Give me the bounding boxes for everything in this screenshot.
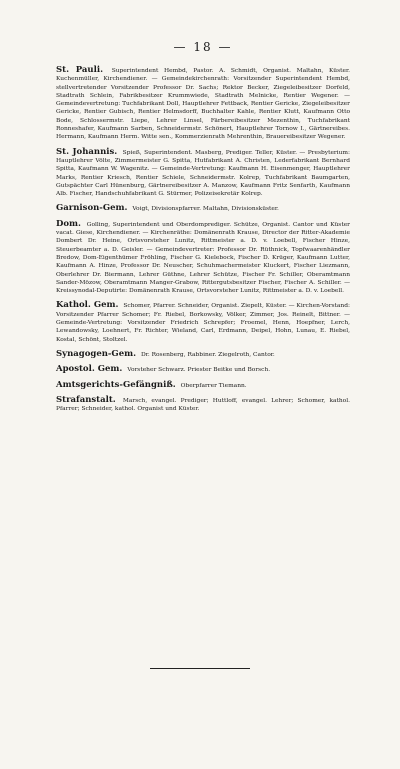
entry-heading: Dom. (56, 218, 81, 229)
entry-dom (56, 220, 350, 296)
entry-st-pauli (56, 66, 350, 142)
entry-text: Oberpfarrer Tiemann. (180, 382, 247, 389)
entry-amtsgericht (56, 381, 350, 390)
entry-text: Superintendent Hembd, Pastor. A. Schmidt, Organist. Maltahn, Küster. Kuchenmüller, Kirchendiener. — Gemeindekirchenrath: Vorsitzender Superintendent Hembd, stellvertretender Vorsitzender Professor Dr. Sachs; Rektor Becker, Ziegeleibesitzer Dorfeld, Stadtrath Schlein, Fabrikbesitzer Krummwiede, Stadtrath Melnicke, Rentier Wegener. — Gemeindevertretung: Tuchfabrikant Doll, Hauptlehrer Fettback, Rentier Gericke, Ziegeleibesitzer Gericke, Rentier Gubisch, Rentier Helmsdorff, Buchhalter Kahle, Rentier Klutt, Kaufmann Otto Bode, Schlossermstr. Liepe, Lehrer Linsel, Färbereibesitzer Mezenthin, Tuchfabrikant Ronneshafer, Kaufmann Sarben, Schneidermstr. Schönert, Hauptlehrer Tornow I., Gärtnereibes. Hermann, Kaufmann Herm. Witte sen., Kommerzienrath Mehrenthin, Brauereibesitzer Wegener. (56, 68, 350, 141)
entry-apostol (56, 365, 350, 374)
entry-heading: Synagogen-Gem. (56, 348, 137, 359)
page-header: — 18 — (173, 40, 233, 54)
entry-text: Golling, Superintendent und Oberdomprediger. Schütze, Organist. Cantor und Küster vacat. Giese, Kirchendiener. — Kirchenräthe: Domänenrath Krause, Director der Ritter-Akademie Dombert Dr. Heine, Ortsvorsteher Lunitz, Rittmeister a. D. v. Loebell, Fischer Hinze, Steuerbeamter a. D. Geisler. — Gemeindevertreter: Professor Dr. Rüthnick, Topfwaarenhändler Bredow, Dom-Eigenthümer Fröhling, Fischer G. Kielebock, Fischer D. Krüger, Kaufmann Lutter, Kaufmann A. Hinze, Professor Dr. Neuscher, Schuhmachermeister Kluckert, Fischer Liezmann, Oberlehrer Dr. Biermann, Lehrer Güthne, Lehrer Schütze, Fischer Fr. Schiller, Oberamtmann Sander-Mözow, Oberamtmann Manger-Grabow, Rittergutsbesitzer Fischer, Fischer A. Schiller. — Kreissynodal-Deputirte: Domänenrath Krause, Ortsvorsteher Lunitz, Rittmeister a. D. v. Loebell. (56, 221, 350, 295)
page-number: 18 (193, 40, 213, 54)
entry-text: Vorsteher Schwarz. Priester Beitke und Borsch. (127, 367, 271, 374)
entry-text: Dr. Rosenberg, Rabbiner. Ziegelroth, Cantor. (140, 351, 275, 358)
entry-heading: Amtsgerichts-Gefängniß. (56, 379, 176, 390)
entry-text: Marsch, evangel. Prediger; Huttloff, evangel. Lehrer; Schomer, kathol. Pfarrer; Schneider, kathol. Organist und Küster. (56, 397, 350, 413)
entry-heading: Strafanstalt. (56, 394, 116, 405)
entry-synagogen (56, 350, 350, 359)
entry-heading: St. Pauli. (56, 65, 104, 75)
entry-text: Voigt, Divisionspfarrer. Maltahn, Divisionsküster. (132, 206, 279, 213)
entry-st-johannis (56, 148, 350, 199)
entry-heading: St. Johannis. (56, 146, 118, 157)
entry-garnison (56, 204, 350, 213)
entry-heading: Kathol. Gem. (56, 300, 119, 311)
entry-heading: Garnison-Gem. (56, 203, 128, 214)
entry-text: Schomer, Pfarrer. Schneider, Organist. Ziepelt, Küster. — Kirchen-Vorstand: Vorsitzender Pfarrer Schomer; Fr. Riebel, Borkowsky, Völker, Zimmer, Jos. Reinelt, Bittner. — Gemeinde-Vertretung: Vorsitzender Friedrich Schrepfer; Froemel, Henn, Hoepfner, Lerch, Lewandowsky, Loehnert, Fr. Richter, Wieland, Carl, Erdmann, Deipel, Hohn, Lunau, E. Riebel, Kostal, Schönt, Stoltzel. (56, 303, 350, 343)
entry-kathol (56, 301, 350, 343)
entry-heading: Apostol. Gem. (56, 364, 123, 375)
entry-strafanstalt (56, 396, 350, 414)
entry-text: Spieß, Superintendent. Masberg, Prediger. Teller, Küster. — Presbyterium: Hauptlehrer Völte, Zimmermeister G. Spitta, Hutfabrikant A. Christen, Lederfabrikant Bernhard Spitta, Kaufmann W. Wagenitz. — Gemeinde-Vertretung: Kaufmann H. Eisenmenger, Hauptlehrer Marks, Rentier Kriesch, Rentier Schiele, Schneidermstr. Kolrep, Tuchfabrikant Baumgarten, Gutspächter Carl Hünenburg, Gärtnereibesitzer A. Manzow, Kaufmann Fritz Senfarth, Kaufmann Alb. Fischer, Handschuhfabrikant G. Stürmer, Polizeisekretär Kolrep. (56, 149, 350, 198)
end-rule (150, 668, 250, 669)
